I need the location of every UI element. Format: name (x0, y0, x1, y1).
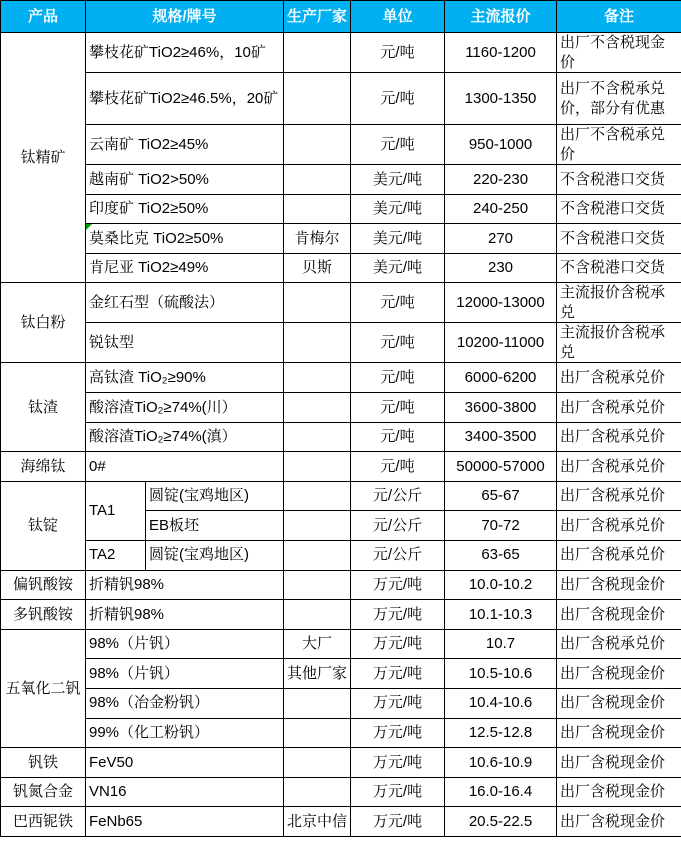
unit-cell: 元/吨 (351, 452, 445, 482)
note-cell: 出厂含税现金价 (557, 748, 681, 778)
note-cell: 出厂不含税现金价 (557, 33, 681, 73)
note-cell: 出厂含税现金价 (557, 777, 681, 807)
spec-cell: 98%（片钒） (86, 629, 284, 659)
price-cell: 65-67 (445, 481, 557, 511)
unit-cell: 元/吨 (351, 422, 445, 452)
manufacturer-cell (284, 422, 351, 452)
table-row (1, 807, 681, 837)
unit-cell: 万元/吨 (351, 570, 445, 600)
note-cell: 出厂含税现金价 (557, 718, 681, 748)
table-row (1, 452, 681, 482)
header-row (1, 1, 681, 33)
note-cell: 出厂含税承兑价 (557, 422, 681, 452)
table-row (1, 224, 681, 254)
spec-cell: 攀枝花矿TiO2≥46%，10矿 (86, 33, 284, 73)
table-row (1, 540, 681, 570)
note-cell: 出厂含税承兑价 (557, 452, 681, 482)
unit-cell: 美元/吨 (351, 194, 445, 224)
grade-cell: TA1 (86, 481, 146, 540)
note-cell: 出厂含税承兑价 (557, 363, 681, 393)
manufacturer-cell (284, 570, 351, 600)
table-row (1, 283, 681, 323)
product-cell: 海绵钛 (1, 452, 86, 482)
manufacturer-cell: 北京中信 (284, 807, 351, 837)
spec-cell: 云南矿 TiO2≥45% (86, 125, 284, 165)
manufacturer-cell: 大厂 (284, 629, 351, 659)
table-row (1, 748, 681, 778)
table-row (1, 422, 681, 452)
product-cell: 五氧化二钒 (1, 629, 86, 747)
manufacturer-cell (284, 125, 351, 165)
product-cell: 钒氮合金 (1, 777, 86, 807)
price-cell: 10.5-10.6 (445, 659, 557, 689)
note-cell: 不含税港口交货 (557, 224, 681, 254)
spec-cell: 越南矿 TiO2>50% (86, 165, 284, 195)
note-cell: 出厂不含税承兑价，部分有优惠 (557, 73, 681, 125)
table-row (1, 392, 681, 422)
header-spec: 规格/牌号 (86, 1, 284, 33)
header-unit: 单位 (351, 1, 445, 33)
note-cell: 不含税港口交货 (557, 165, 681, 195)
table-row (1, 570, 681, 600)
spec-cell: FeNb65 (86, 807, 284, 837)
note-cell: 出厂含税现金价 (557, 688, 681, 718)
spec-cell: EB板坯 (146, 511, 284, 541)
price-cell: 230 (445, 253, 557, 283)
manufacturer-cell (284, 777, 351, 807)
price-cell: 3400-3500 (445, 422, 557, 452)
unit-cell: 元/吨 (351, 33, 445, 73)
unit-cell: 美元/吨 (351, 224, 445, 254)
unit-cell: 万元/吨 (351, 659, 445, 689)
header-price: 主流报价 (445, 1, 557, 33)
spec-cell: 肯尼亚 TiO2≥49% (86, 253, 284, 283)
manufacturer-cell (284, 165, 351, 195)
unit-cell: 元/公斤 (351, 481, 445, 511)
note-cell: 出厂含税承兑价 (557, 629, 681, 659)
note-cell: 主流报价含税承兑 (557, 283, 681, 323)
table-body (1, 33, 681, 837)
price-cell: 12.5-12.8 (445, 718, 557, 748)
unit-cell: 万元/吨 (351, 600, 445, 630)
unit-cell: 元/公斤 (351, 511, 445, 541)
price-cell: 1160-1200 (445, 33, 557, 73)
header-product: 产品 (1, 1, 86, 33)
table-row (1, 600, 681, 630)
note-cell: 出厂不含税承兑价 (557, 125, 681, 165)
manufacturer-cell (284, 540, 351, 570)
manufacturer-cell (284, 363, 351, 393)
table-row (1, 481, 681, 511)
price-cell: 12000-13000 (445, 283, 557, 323)
spec-cell: 莫桑比克 TiO2≥50% (86, 224, 284, 254)
table-row (1, 194, 681, 224)
manufacturer-cell (284, 688, 351, 718)
note-cell: 出厂含税承兑价 (557, 481, 681, 511)
price-cell: 240-250 (445, 194, 557, 224)
manufacturer-cell (284, 718, 351, 748)
spec-cell: VN16 (86, 777, 284, 807)
price-cell: 50000-57000 (445, 452, 557, 482)
price-cell: 10.7 (445, 629, 557, 659)
unit-cell: 万元/吨 (351, 777, 445, 807)
product-cell: 钒铁 (1, 748, 86, 778)
price-cell: 63-65 (445, 540, 557, 570)
note-cell: 出厂含税现金价 (557, 600, 681, 630)
price-cell: 10.4-10.6 (445, 688, 557, 718)
spec-cell: 高钛渣 TiO₂≥90% (86, 363, 284, 393)
price-cell: 6000-6200 (445, 363, 557, 393)
table-row (1, 73, 681, 125)
unit-cell: 美元/吨 (351, 165, 445, 195)
note-cell: 不含税港口交货 (557, 253, 681, 283)
price-cell: 20.5-22.5 (445, 807, 557, 837)
manufacturer-cell (284, 73, 351, 125)
table-row (1, 323, 681, 363)
product-cell: 钛锭 (1, 481, 86, 570)
unit-cell: 万元/吨 (351, 688, 445, 718)
note-cell: 出厂含税现金价 (557, 570, 681, 600)
manufacturer-cell: 其他厂家 (284, 659, 351, 689)
unit-cell: 元/吨 (351, 73, 445, 125)
spec-cell: 酸溶渣TiO₂≥74%(滇） (86, 422, 284, 452)
note-cell: 不含税港口交货 (557, 194, 681, 224)
product-cell: 钛精矿 (1, 33, 86, 283)
price-cell: 3600-3800 (445, 392, 557, 422)
unit-cell: 元/吨 (351, 323, 445, 363)
spec-cell: 印度矿 TiO2≥50% (86, 194, 284, 224)
price-cell: 1300-1350 (445, 73, 557, 125)
unit-cell: 元/吨 (351, 363, 445, 393)
unit-cell: 元/吨 (351, 283, 445, 323)
grade-cell: TA2 (86, 540, 146, 570)
table-row (1, 777, 681, 807)
manufacturer-cell (284, 748, 351, 778)
table-row (1, 688, 681, 718)
price-cell: 950-1000 (445, 125, 557, 165)
unit-cell: 万元/吨 (351, 807, 445, 837)
spec-cell: 圆锭(宝鸡地区) (146, 481, 284, 511)
product-cell: 钛渣 (1, 363, 86, 452)
header-manufacturer: 生产厂家 (284, 1, 351, 33)
table-row (1, 659, 681, 689)
manufacturer-cell (284, 511, 351, 541)
spec-cell: 折精钒98% (86, 600, 284, 630)
manufacturer-cell (284, 194, 351, 224)
unit-cell: 万元/吨 (351, 629, 445, 659)
price-cell: 220-230 (445, 165, 557, 195)
note-cell: 出厂含税现金价 (557, 659, 681, 689)
spec-cell: 0# (86, 452, 284, 482)
price-cell: 70-72 (445, 511, 557, 541)
unit-cell: 元/吨 (351, 125, 445, 165)
spec-cell: 折精钒98% (86, 570, 284, 600)
table-row (1, 718, 681, 748)
note-cell: 出厂含税承兑价 (557, 511, 681, 541)
price-cell: 270 (445, 224, 557, 254)
product-cell: 多钒酸铵 (1, 600, 86, 630)
manufacturer-cell (284, 481, 351, 511)
spec-cell: 酸溶渣TiO₂≥74%(川） (86, 392, 284, 422)
note-cell: 出厂含税现金价 (557, 807, 681, 837)
price-cell: 10200-11000 (445, 323, 557, 363)
spec-cell: FeV50 (86, 748, 284, 778)
manufacturer-cell (284, 600, 351, 630)
manufacturer-cell (284, 283, 351, 323)
manufacturer-cell (284, 323, 351, 363)
price-cell: 10.0-10.2 (445, 570, 557, 600)
product-cell: 偏钒酸铵 (1, 570, 86, 600)
price-cell: 16.0-16.4 (445, 777, 557, 807)
spec-cell: 99%（化工粉钒） (86, 718, 284, 748)
table-row (1, 629, 681, 659)
unit-cell: 万元/吨 (351, 748, 445, 778)
spec-cell: 金红石型（硫酸法） (86, 283, 284, 323)
spec-cell: 98%（片钒） (86, 659, 284, 689)
manufacturer-cell (284, 392, 351, 422)
spec-cell: 攀枝花矿TiO2≥46.5%，20矿 (86, 73, 284, 125)
price-cell: 10.1-10.3 (445, 600, 557, 630)
manufacturer-cell (284, 452, 351, 482)
table-row (1, 125, 681, 165)
spec-cell: 圆锭(宝鸡地区) (146, 540, 284, 570)
unit-cell: 美元/吨 (351, 253, 445, 283)
table-row (1, 363, 681, 393)
note-cell: 出厂含税承兑价 (557, 540, 681, 570)
unit-cell: 元/公斤 (351, 540, 445, 570)
product-cell: 钛白粉 (1, 283, 86, 363)
note-cell: 主流报价含税承兑 (557, 323, 681, 363)
product-cell: 巴西铌铁 (1, 807, 86, 837)
comment-flag-icon (86, 224, 92, 230)
manufacturer-cell (284, 33, 351, 73)
table-row (1, 33, 681, 73)
manufacturer-cell: 贝斯 (284, 253, 351, 283)
table-header (1, 1, 681, 33)
table-row (1, 165, 681, 195)
spec-cell: 锐钛型 (86, 323, 284, 363)
table-row (1, 253, 681, 283)
unit-cell: 万元/吨 (351, 718, 445, 748)
manufacturer-cell: 肯梅尔 (284, 224, 351, 254)
price-cell: 10.6-10.9 (445, 748, 557, 778)
header-note: 备注 (557, 1, 681, 33)
note-cell: 出厂含税承兑价 (557, 392, 681, 422)
spec-cell: 98%（冶金粉钒） (86, 688, 284, 718)
unit-cell: 元/吨 (351, 392, 445, 422)
